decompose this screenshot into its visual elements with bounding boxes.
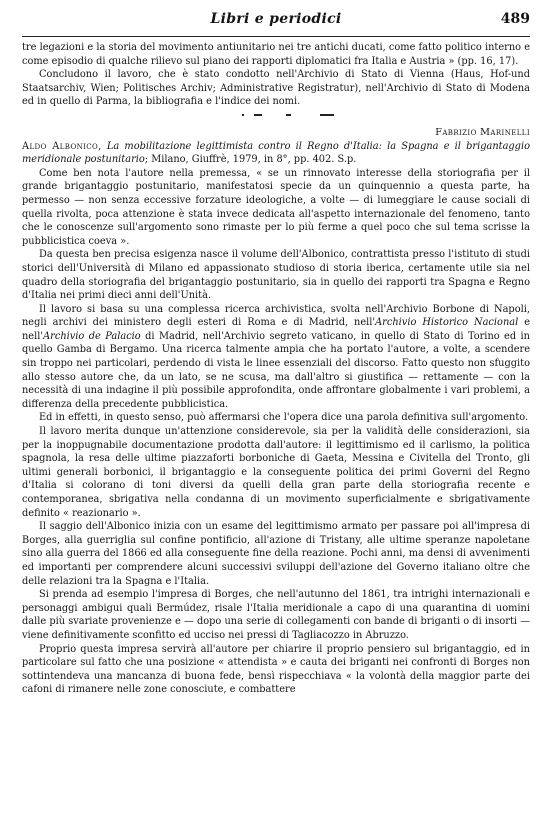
review-paragraph: Da questa ben precisa esigenza nasce il volume dell'Albonico, contrattista presso l'istituto di studi storici dell'Università di Milano ed appassionato studioso di storia iberica, certamente utile sia nel quadro della storiografia del brigantaggio postunitario, sia in quello dei rapporti tra Spagna e Regno d'Italia nei primi dieci anni dell'Unità. — [22, 249, 530, 302]
book-title: La mobilitazione legittimista contro il Regno d'Italia: la Spagna e il brigantaggio meridionale postunitario — [22, 140, 530, 166]
page-body — [22, 41, 530, 697]
book-author: Aldo Albonico, — [22, 140, 102, 152]
previous-review-paragraph: Concludono il lavoro, che è stato condotto nell'Archivio di Stato di Vienna (Haus, Hof-und Staatsarchiv, Wien; Politisches Archiv; Administrative Registratur), nell'Archivio di Stato di Modena ed in quello di Parma, la bibliografia e l'indice dei nomi. — [22, 69, 530, 108]
running-title: Libri e periodici — [210, 11, 342, 27]
review-paragraph: Ed in effetti, in questo senso, può affermarsi che l'opera dice una parola definitiva sull'argomento. — [39, 412, 529, 424]
page-header — [22, 7, 530, 31]
reviewer-signature: Fabrizio Marinelli — [435, 126, 530, 138]
review-paragraph: Il saggio dell'Albonico inizia con un esame del legittimismo armato per passare poi all'impresa di Borges, alla guerriglia sul confine pontificio, all'azione di Tristany, alle ultime speranze napoletane sino alla guerra del 1866 ed alla conseguente fine della reazione. Pochi anni, ma densi di avvenimenti ed importanti per comprendere alcuni successivi sviluppi dell'azione del Governo italiano oltre che delle relazioni tra la Spagna e l'Italia. — [22, 521, 530, 587]
book-details: ; Milano, Giuffrè, 1979, in 8°, pp. 402. S.p. — [144, 154, 357, 166]
review-paragraph: Il lavoro merita dunque un'attenzione considerevole, sia per la validità delle considerazioni, sia per la inoppugnabile documentazione prodotta dall'autore: il legittimismo ed il carlismo, la politica spagnola, la resa delle ultime piazzaforti borboniche di Gaeta, Messina e Civitella del Tronto, gli ultimi generali borbonici, il brigantaggio e la conseguente politica dei primi Governi del Regno d'Italia si colorano di toni diversi da quelli della gran parte della storiografia recente e contemporanea, sbrigativa nella condanna di un movimento superficialmente e sbrigativamente definito « reazionario ». — [22, 426, 530, 519]
header-rule — [22, 36, 530, 37]
previous-review-paragraph: tre legazioni e la storia del movimento antiunitario nei tre antichi ducati, come fatto politico interno e come episodio di qualche rilievo sul piano dei rapporti diplomatici fra Italia e Austria » (pp. 16, 17). — [22, 42, 530, 67]
review-citation — [22, 140, 530, 167]
review-paragraph: Proprio questa impresa servirà all'autore per chiarire il proprio pensiero sul brigantaggio, ed in particolare sul fatto che una posizione « attendista » e cauta dei briganti nei confronti di Borges non sottintendeva una mancanza di buona fede, bensì rispecchiava « la volontà della maggior parte dei cafoni di rimanere nelle zone conosciute, e combattere — [22, 643, 530, 696]
review-paragraph: Come ben nota l'autore nella premessa, « se un rinnovato interesse della storiografia per il grande brigantaggio postunitario, manifestatosi specie da un quinquennio a questa parte, ha permesso — non senza eccessive forzature ideologiche, a volte — di lumeggiare le cause sociali di quella rivolta, poca attenzione è stata invece dedicata all'aspetto internazionale del fenomeno, tanto che le conoscenze sull'argomento sono rimaste per lo più ferme a quel poco che sul tema scrisse la pubblicistica coeva ». — [22, 167, 530, 247]
page-number: 489 — [500, 11, 530, 27]
review-paragraph: Il lavoro si basa su una complessa ricerca archivistica, svolta nell'Archivio Borbone di Napoli, negli archivi dei ministero degli esteri di Roma e di Madrid, nell'Archivio Historico Nacional e nell'Archivio de Palacio di Madrid, nell'Archivio segreto vaticano, in quello di Stato di Torino ed in quello Gamba di Bergamo. Una ricerca talmente ampia che ha portato l'autore, a volte, a scendere sin troppo nei particolari, perdendo di vista le linee essenziali del discorso. Fatto questo non sfuggito allo stesso autore che, da un lato, se ne scusa, ma dall'altro si giustifica — rettamente — con la necessità di una indagine il più possibile approfondita, onde affrontare globalmente i vari problemi, a differenza della precedente pubblicistica. — [22, 303, 530, 410]
review-paragraph: Si prenda ad esempio l'impresa di Borges, che nell'autunno del 1861, tra intrighi internazionali e personaggi ambigui quali Bermúdez, risale l'Italia meridionale a capo di una quarantina di uomini dalle più svariate provenienze e — dopo una serie di collegamenti con bande di briganti o di insorti — viene definitivamente sconfitto ed ucciso nei pressi di Tagliacozzo in Abruzzo. — [22, 589, 530, 641]
print-marks — [242, 111, 530, 119]
